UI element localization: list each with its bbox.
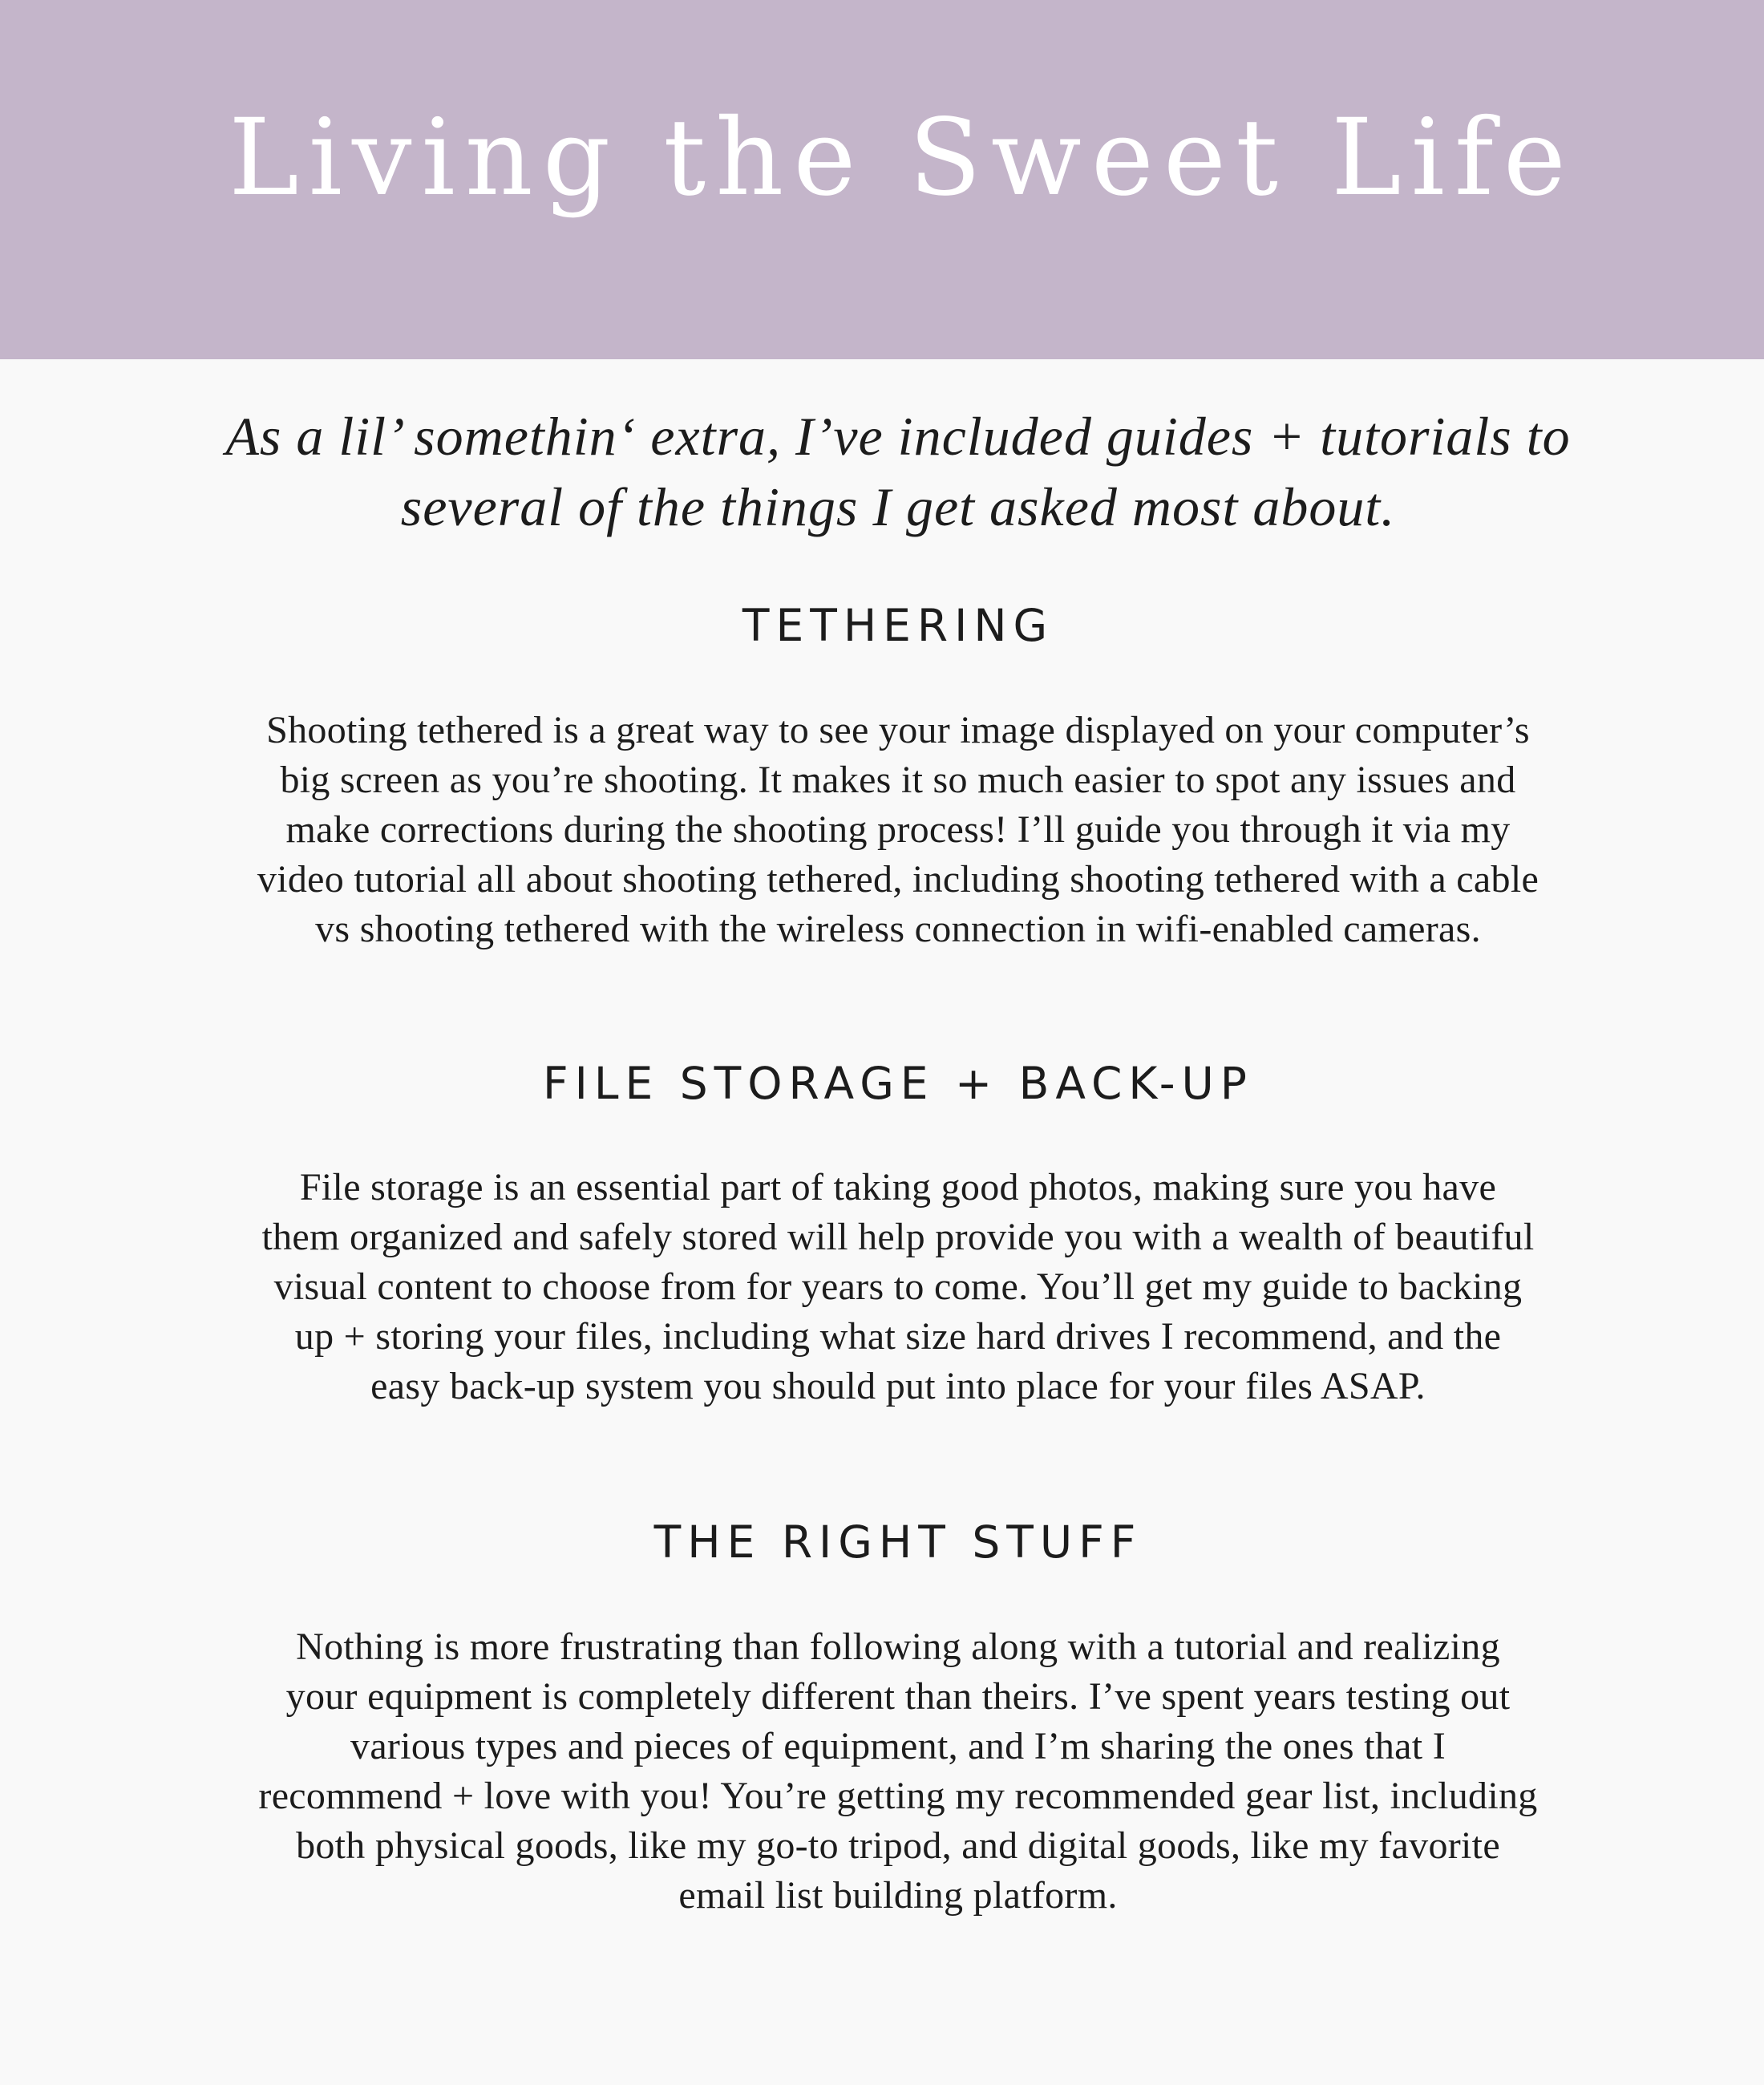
- page-title: Living the Sweet Life: [229, 96, 1576, 220]
- section-heading-tethering: TETHERING: [742, 600, 1054, 651]
- intro-text: As a lil’ somethin‘ extra, I’ve included guides + tutorials to several of the things I get asked most about.: [225, 406, 1571, 537]
- section-body-tethering: Shooting tethered is a great way to see your image displayed on your computer’s big screen as you’re shooting. It makes it so much easier to spot any issues and make corrections during the shooting process! I’ll guide you through it via my video tutorial all about shooting tethered, including shooting tethered with a cable vs shooting tethered with the wireless connection in wifi-enabled cameras.: [257, 709, 1539, 950]
- header-banner: [0, 0, 1764, 359]
- section-heading-file-storage: FILE STORAGE + BACK-UP: [543, 1058, 1253, 1109]
- section-body-file-storage: File storage is an essential part of taking good photos, making sure you have them organized and safely stored will help provide you with a wealth of beautiful visual content to choose from for years to come. You’ll get my guide to backing up + storing your files, including what size hard drives I recommend, and the easy back-up system you should put into place for your files ASAP.: [261, 1166, 1535, 1407]
- section-heading-right-stuff: THE RIGHT STUFF: [653, 1516, 1143, 1568]
- section-body-right-stuff: Nothing is more frustrating than following along with a tutorial and realizing your equipment is completely different than theirs. I’ve spent years testing out various types and pieces of equipment, and I’m sharing the ones that I recommend + love with you! You’re getting my recommended gear list, including both physical goods, like my go-to tripod, and digital goods, like my favorite email list building platform.: [258, 1625, 1538, 1917]
